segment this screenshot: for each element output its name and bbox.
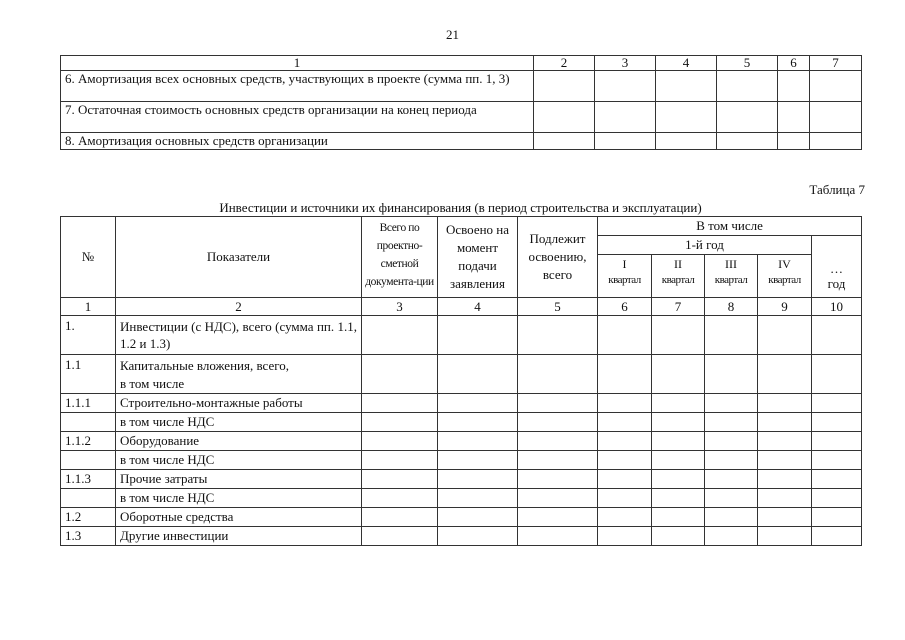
table-cell[interactable] — [652, 316, 705, 355]
col-index: 7 — [652, 298, 705, 316]
header-more-years — [812, 236, 862, 298]
table-cell[interactable] — [705, 470, 758, 489]
row-number: 1.2 — [61, 508, 116, 527]
row-name: Инвестиции (с НДС), всего (сумма пп. 1.1, 1.2 и 1.3) — [116, 316, 362, 355]
row-number — [61, 451, 116, 470]
header-quarter-3 — [705, 255, 758, 298]
table-cell[interactable] — [656, 71, 717, 102]
table-cell[interactable] — [362, 451, 438, 470]
col-header: 1 — [61, 56, 534, 71]
table-cell[interactable] — [812, 489, 862, 508]
table-number: Таблица 7 — [809, 182, 865, 197]
table-cell[interactable] — [652, 355, 705, 394]
table-title: Инвестиции и источники их финансирования (в период строительства и эксплуатации) — [219, 200, 702, 215]
header-quarter-2 — [652, 255, 705, 298]
row-label: 8. Амортизация основных средств организации — [61, 133, 534, 150]
table-cell[interactable] — [705, 527, 758, 546]
table-cell[interactable] — [812, 316, 862, 355]
table-cell[interactable] — [652, 432, 705, 451]
table-cell[interactable] — [518, 413, 598, 432]
table-cell[interactable] — [595, 133, 656, 150]
table-cell[interactable] — [705, 355, 758, 394]
row-number: 1.1.1 — [61, 394, 116, 413]
investments-table — [60, 216, 862, 546]
row-number: 1.1.3 — [61, 470, 116, 489]
header-quarter-4 — [758, 255, 812, 298]
row-name: Другие инвестиции — [116, 527, 362, 546]
row-name: в том числе НДС — [116, 451, 362, 470]
table-cell[interactable] — [705, 508, 758, 527]
table-cell[interactable] — [705, 394, 758, 413]
page-number: 21 — [446, 27, 459, 42]
table-row — [61, 489, 862, 508]
table-cell[interactable] — [362, 316, 438, 355]
quarter-number: III — [725, 257, 737, 271]
col-index: 9 — [758, 298, 812, 316]
table-cell[interactable] — [810, 71, 862, 102]
table-cell[interactable] — [758, 394, 812, 413]
table-cell[interactable] — [705, 316, 758, 355]
table-cell[interactable] — [438, 489, 518, 508]
table-cell[interactable] — [778, 71, 810, 102]
table-cell[interactable] — [812, 527, 862, 546]
table-cell[interactable] — [518, 432, 598, 451]
quarter-label: квартал — [714, 274, 748, 286]
table-cell[interactable] — [758, 527, 812, 546]
table-cell[interactable] — [598, 316, 652, 355]
col-header: 6 — [778, 56, 810, 71]
table-cell[interactable] — [717, 71, 778, 102]
table-cell[interactable] — [598, 508, 652, 527]
table-row — [61, 432, 862, 451]
table-cell[interactable] — [438, 527, 518, 546]
col-index: 2 — [116, 298, 362, 316]
quarter-label: квартал — [768, 274, 801, 286]
year-label: год — [827, 276, 846, 291]
table-cell[interactable] — [598, 527, 652, 546]
col-index: 4 — [438, 298, 518, 316]
row-name: Оборудование — [116, 432, 362, 451]
table-cell[interactable] — [598, 470, 652, 489]
table-row — [61, 451, 862, 470]
table-cell[interactable] — [438, 394, 518, 413]
row-name: в том числе НДС — [116, 413, 362, 432]
row-number: 1.1.2 — [61, 432, 116, 451]
table-row — [61, 71, 862, 102]
table-cell[interactable] — [758, 316, 812, 355]
row-label: 6. Амортизация всех основных средств, участвующих в проекте (сумма пп. 1, 3) — [61, 71, 534, 102]
table-row — [61, 470, 862, 489]
col-index: 10 — [812, 298, 862, 316]
header-quarter-1 — [598, 255, 652, 298]
table-cell[interactable] — [717, 102, 778, 133]
row-name: в том числе НДС — [116, 489, 362, 508]
table-cell[interactable] — [362, 508, 438, 527]
col-header: 2 — [534, 56, 595, 71]
header-row — [61, 217, 862, 236]
col-header: 3 — [595, 56, 656, 71]
column-index-row — [61, 298, 862, 316]
table-cell[interactable] — [598, 432, 652, 451]
header-total: Всего по проектно-сметной документа-ции — [362, 217, 438, 298]
table-cell[interactable] — [778, 133, 810, 150]
table-cell[interactable] — [812, 451, 862, 470]
table-row — [61, 133, 862, 150]
row-number — [61, 413, 116, 432]
table-cell[interactable] — [652, 413, 705, 432]
table-cell[interactable] — [598, 489, 652, 508]
col-header: 7 — [810, 56, 862, 71]
table-cell[interactable] — [438, 470, 518, 489]
table-cell[interactable] — [518, 470, 598, 489]
table-cell[interactable] — [362, 355, 438, 394]
table-cell[interactable] — [717, 133, 778, 150]
header-indicators: Показатели — [116, 217, 362, 298]
table-cell[interactable] — [810, 102, 862, 133]
table-cell[interactable] — [598, 394, 652, 413]
table-cell[interactable] — [652, 470, 705, 489]
table-cell[interactable] — [656, 133, 717, 150]
row-name-line: в том числе — [120, 376, 185, 391]
table-cell[interactable] — [438, 451, 518, 470]
table-cell[interactable] — [705, 413, 758, 432]
table-cell[interactable] — [595, 71, 656, 102]
quarter-number: IV — [778, 257, 791, 271]
table-cell[interactable] — [758, 508, 812, 527]
table-row — [61, 527, 862, 546]
table-cell[interactable] — [812, 432, 862, 451]
header-to-master: Подлежит освоению, всего — [518, 217, 598, 298]
amortization-table — [60, 55, 862, 150]
quarter-number: I — [622, 257, 627, 271]
header-including: В том числе — [598, 217, 862, 236]
table-cell[interactable] — [362, 527, 438, 546]
table-cell[interactable] — [518, 527, 598, 546]
table-cell[interactable] — [438, 316, 518, 355]
table-cell[interactable] — [705, 489, 758, 508]
table-cell[interactable] — [518, 451, 598, 470]
col-index: 3 — [362, 298, 438, 316]
table-cell[interactable] — [595, 102, 656, 133]
table-cell[interactable] — [518, 316, 598, 355]
table-cell[interactable] — [812, 470, 862, 489]
table-cell[interactable] — [362, 470, 438, 489]
header-year1: 1-й год — [598, 236, 812, 255]
table-cell[interactable] — [656, 102, 717, 133]
table-cell[interactable] — [758, 413, 812, 432]
table-cell[interactable] — [438, 355, 518, 394]
table-cell[interactable] — [758, 432, 812, 451]
quarter-number: II — [674, 257, 682, 271]
row-name: Оборотные средства — [116, 508, 362, 527]
col-header: 5 — [717, 56, 778, 71]
table-cell[interactable] — [362, 489, 438, 508]
table-cell[interactable] — [534, 102, 595, 133]
table-header-row — [61, 56, 862, 71]
row-number: 1. — [61, 316, 116, 355]
table-cell[interactable] — [438, 508, 518, 527]
table-cell[interactable] — [778, 102, 810, 133]
table-cell[interactable] — [534, 133, 595, 150]
row-name: Строительно-монтажные работы — [116, 394, 362, 413]
table-row — [61, 413, 862, 432]
row-number: 1.3 — [61, 527, 116, 546]
table-cell[interactable] — [652, 508, 705, 527]
table-cell[interactable] — [362, 413, 438, 432]
table-cell[interactable] — [598, 451, 652, 470]
table-cell[interactable] — [758, 451, 812, 470]
table-cell[interactable] — [705, 451, 758, 470]
table-cell[interactable] — [518, 394, 598, 413]
col-index: 1 — [61, 298, 116, 316]
row-name: Прочие затраты — [116, 470, 362, 489]
table-cell[interactable] — [652, 527, 705, 546]
table-cell[interactable] — [362, 432, 438, 451]
row-name-line: Капитальные вложения, всего, — [120, 358, 289, 373]
table-cell[interactable] — [758, 355, 812, 394]
table-cell[interactable] — [598, 413, 652, 432]
row-number: 1.1 — [61, 355, 116, 394]
ellipsis-text: … — [830, 261, 844, 276]
table-row — [61, 316, 862, 355]
table-cell[interactable] — [812, 355, 862, 394]
table-cell[interactable] — [812, 394, 862, 413]
table-cell[interactable] — [438, 413, 518, 432]
table-row — [61, 102, 862, 133]
col-index: 6 — [598, 298, 652, 316]
col-header: 4 — [656, 56, 717, 71]
table-cell[interactable] — [705, 432, 758, 451]
table-cell[interactable] — [758, 489, 812, 508]
table-cell[interactable] — [598, 355, 652, 394]
table-cell[interactable] — [810, 133, 862, 150]
table-cell[interactable] — [652, 394, 705, 413]
table-row — [61, 355, 862, 394]
table-cell[interactable] — [812, 508, 862, 527]
table-cell[interactable] — [518, 508, 598, 527]
table-cell[interactable] — [518, 355, 598, 394]
row-name — [116, 355, 362, 394]
quarter-label: квартал — [661, 274, 695, 286]
col-index: 5 — [518, 298, 598, 316]
col-index: 8 — [705, 298, 758, 316]
table-cell[interactable] — [652, 489, 705, 508]
row-number — [61, 489, 116, 508]
table-cell[interactable] — [518, 489, 598, 508]
table-row — [61, 508, 862, 527]
table-cell[interactable] — [534, 71, 595, 102]
row-label: 7. Остаточная стоимость основных средств организации на конец периода — [61, 102, 534, 133]
table-cell[interactable] — [438, 432, 518, 451]
table-cell[interactable] — [652, 451, 705, 470]
table-row — [61, 394, 862, 413]
header-mastered: Освоено на момент подачи заявления — [438, 217, 518, 298]
quarter-label: квартал — [608, 274, 641, 286]
table-cell[interactable] — [362, 394, 438, 413]
table-cell[interactable] — [758, 470, 812, 489]
table-cell[interactable] — [812, 413, 862, 432]
header-num: № — [61, 217, 116, 298]
